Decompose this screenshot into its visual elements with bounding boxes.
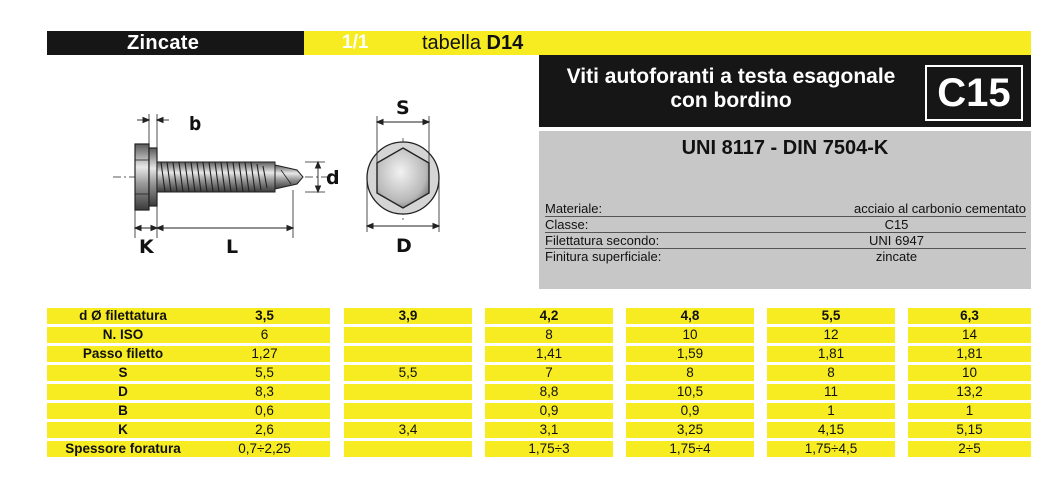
table-cell: 8 — [626, 365, 754, 381]
row-header: S — [47, 365, 199, 381]
header-yellow-segment — [304, 31, 1031, 55]
product-title-line1: Viti autoforanti a testa esagonale — [566, 65, 896, 88]
label-d: d — [326, 167, 340, 189]
table-cell: 1,81 — [767, 346, 895, 362]
table-cell — [344, 403, 472, 419]
table-cell: 3,25 — [626, 422, 754, 438]
table-cell: 1,59 — [626, 346, 754, 362]
property-label: Materiale: — [545, 201, 603, 216]
row-header: N. ISO — [47, 327, 199, 343]
row-header: K — [47, 422, 199, 438]
property-label: Classe: — [545, 217, 589, 232]
page-indicator: 1/1 — [342, 32, 369, 53]
table-cell: 8,8 — [485, 384, 613, 400]
table-cell: 4,15 — [767, 422, 895, 438]
table-cell: 1 — [908, 403, 1031, 419]
table-cell: 8,3 — [199, 384, 330, 400]
label-D: D — [396, 235, 412, 257]
label-k: K — [139, 236, 154, 258]
property-value: zincate — [875, 249, 918, 264]
spec-top-stripe — [539, 127, 1031, 131]
table-row — [47, 403, 1031, 422]
product-code-badge: C15 — [925, 65, 1023, 121]
product-title-line2: con bordino — [670, 89, 792, 112]
table-cell: 1,41 — [485, 346, 613, 362]
property-value: UNI 6947 — [869, 233, 924, 248]
table-row — [47, 422, 1031, 441]
table-cell: 5,15 — [908, 422, 1031, 438]
row-header: Spessore foratura — [47, 441, 199, 457]
property-list — [545, 201, 1026, 264]
product-title — [539, 65, 923, 113]
table-cell — [344, 441, 472, 457]
property-row — [545, 249, 1026, 264]
title-box — [539, 55, 1031, 127]
table-cell: 0,6 — [199, 403, 330, 419]
table-cell: 4,2 — [485, 308, 613, 324]
table-cell: 0,7÷2,25 — [199, 441, 330, 457]
standard-reference: UNI 8117 - DIN 7504-K — [681, 137, 889, 159]
table-cell: 1,27 — [199, 346, 330, 362]
table-cell: 1,75÷4,5 — [767, 441, 895, 457]
property-value: acciaio al carbonio cementato — [854, 201, 1026, 216]
dimension-k-l — [135, 190, 293, 238]
table-cell: 8 — [485, 327, 613, 343]
table-cell: 0,9 — [626, 403, 754, 419]
property-value: C15 — [884, 217, 909, 232]
table-cell: 2÷5 — [908, 441, 1031, 457]
table-cell — [344, 327, 472, 343]
table-cell: 2,6 — [199, 422, 330, 438]
table-cell: 3,5 — [199, 308, 330, 324]
table-cell: 6,3 — [908, 308, 1031, 324]
table-cell: 6 — [199, 327, 330, 343]
row-header: D — [47, 384, 199, 400]
table-cell: 1 — [767, 403, 895, 419]
property-row — [545, 201, 1026, 217]
table-cell: 5,5 — [767, 308, 895, 324]
spec-box — [539, 127, 1031, 289]
header-band — [47, 31, 1031, 55]
screw-technical-drawing — [105, 90, 455, 270]
label-s: S — [396, 97, 410, 119]
table-cell: 0,9 — [485, 403, 613, 419]
table-reference — [422, 32, 523, 55]
table-cell — [344, 384, 472, 400]
table-prefix: tabella — [422, 32, 481, 54]
table-code: D14 — [486, 32, 524, 54]
table-cell: 7 — [485, 365, 613, 381]
table-cell: 1,75÷3 — [485, 441, 613, 457]
table-row — [47, 346, 1031, 365]
row-header: Passo filetto — [47, 346, 199, 362]
table-cell: 1,81 — [908, 346, 1031, 362]
label-l: L — [226, 236, 239, 258]
table-row — [47, 384, 1031, 403]
label-b: b — [189, 113, 202, 135]
table-cell: 12 — [767, 327, 895, 343]
property-row — [545, 217, 1026, 233]
table-cell: 10 — [908, 365, 1031, 381]
table-cell: 10,5 — [626, 384, 754, 400]
table-cell: 14 — [908, 327, 1031, 343]
table-cell: 5,5 — [344, 365, 472, 381]
property-label: Finitura superficiale: — [545, 249, 662, 264]
table-row — [47, 441, 1031, 460]
category-label: Zincate — [127, 32, 200, 54]
table-cell: 5,5 — [199, 365, 330, 381]
screw-side-view — [135, 144, 303, 210]
row-header: d Ø filettatura — [47, 308, 199, 324]
row-header: B — [47, 403, 199, 419]
table-row — [47, 327, 1031, 346]
table-cell: 10 — [626, 327, 754, 343]
table-row — [47, 308, 1031, 327]
table-cell: 3,1 — [485, 422, 613, 438]
table-cell: 3,4 — [344, 422, 472, 438]
table-cell: 4,8 — [626, 308, 754, 324]
table-cell: 8 — [767, 365, 895, 381]
dimension-table — [47, 308, 1031, 460]
table-cell: 1,75÷4 — [626, 441, 754, 457]
table-cell — [344, 346, 472, 362]
table-cell: 3,9 — [344, 308, 472, 324]
table-row — [47, 365, 1031, 384]
screw-end-view — [367, 138, 439, 220]
table-cell: 13,2 — [908, 384, 1031, 400]
table-cell: 11 — [767, 384, 895, 400]
dimension-b — [137, 114, 169, 148]
property-row — [545, 233, 1026, 249]
property-label: Filettatura secondo: — [545, 233, 660, 248]
